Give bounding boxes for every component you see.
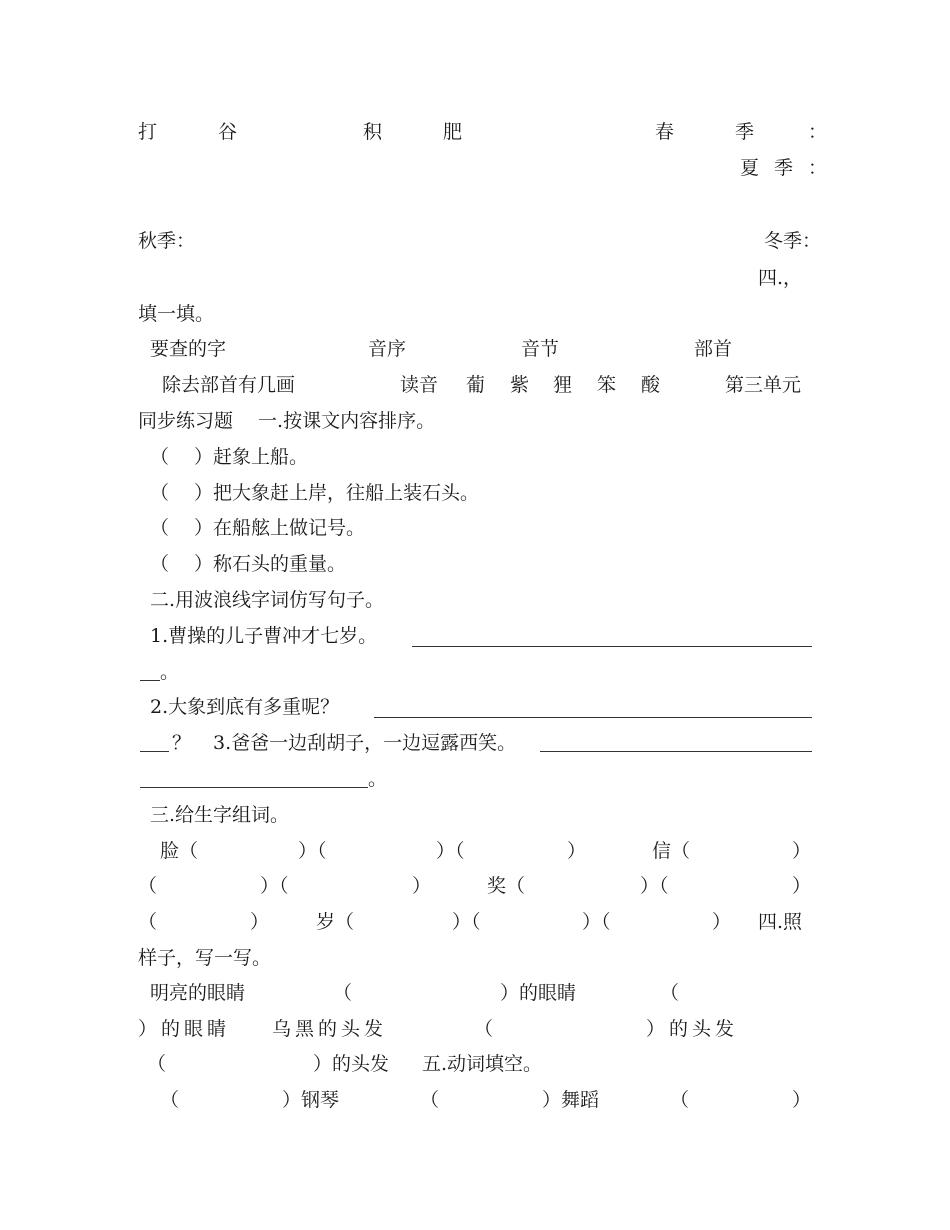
blank-hair-1-close: ）的头发 xyxy=(646,1018,739,1040)
table-header-radical: 部首 xyxy=(694,338,733,360)
char-lian: 脸（ xyxy=(160,840,199,862)
blank-xin-1: ） xyxy=(792,840,812,862)
text-colon-1: ： xyxy=(808,121,828,143)
char-jiang: 奖（ xyxy=(487,875,526,897)
table-header-syllable: 音节 xyxy=(521,338,560,360)
text-da: 打 xyxy=(138,121,158,143)
blank-eyes-1-close: ）的眼睛 xyxy=(500,982,577,1004)
text-section-one: 同步练习题 一.按课文内容排序。 xyxy=(138,410,436,432)
text-fei: 肥 xyxy=(443,121,463,143)
blank-piano-open: （ xyxy=(160,1089,180,1111)
answer-line-2a[interactable] xyxy=(374,717,812,718)
order-item-4: （ ）称石头的重量。 xyxy=(150,553,347,575)
table-header-strokes: 除去部首有几画 xyxy=(162,374,296,396)
blank-xin-2-open: （ xyxy=(138,875,158,897)
answer-line-1b[interactable] xyxy=(140,680,160,681)
period-1: 。 xyxy=(160,661,180,683)
table-header-order: 音序 xyxy=(368,338,407,360)
char-pu: 葡 xyxy=(466,374,486,396)
blank-eyes-2-close: ）的眼睛 xyxy=(138,1018,231,1040)
blank-lian-2: ）（ xyxy=(436,840,465,862)
question-mark: ？ xyxy=(172,732,192,754)
char-ben: 笨 xyxy=(597,374,617,396)
blank-sui-2: ）（ xyxy=(582,911,611,933)
text-si-comma: 四.， xyxy=(758,267,803,289)
blank-jiang-3-open: （ xyxy=(138,911,158,933)
blank-jiang-3-close: ） xyxy=(250,911,270,933)
text-winter: 冬季： xyxy=(764,230,822,252)
text-ji: 积 xyxy=(363,121,383,143)
text-ji-season: 季 xyxy=(735,121,755,143)
sentence-1: 1.曹操的儿子曹冲才七岁。 xyxy=(150,625,378,647)
blank-eyes-1-open: （ xyxy=(333,982,353,1004)
table-header-reading: 读音 xyxy=(400,374,439,396)
text-autumn: 秋季： xyxy=(138,230,196,252)
blank-xin-3: ）（ xyxy=(260,875,289,897)
period-3: 。 xyxy=(368,768,388,790)
text-section-two: 二.用波浪线字词仿写句子。 xyxy=(150,589,385,611)
char-sui: 岁（ xyxy=(316,911,355,933)
text-unit-three: 第三单元 xyxy=(725,374,802,396)
text-section-four-a: 四.照 xyxy=(758,911,803,933)
blank-sui-3: ） xyxy=(712,911,732,933)
example-bright-eyes: 明亮的眼睛 xyxy=(150,982,246,1004)
blank-last-close: ） xyxy=(792,1089,812,1111)
blank-jiang-2: ） xyxy=(792,875,812,897)
text-section-three: 三.给生字组词。 xyxy=(150,804,290,826)
char-suan: 酸 xyxy=(641,374,661,396)
blank-xin-3-close: ） xyxy=(412,875,432,897)
example-black-hair: 乌黑的头发 xyxy=(272,1018,388,1040)
text-gu: 谷 xyxy=(218,121,238,143)
blank-hair-1-open: （ xyxy=(474,1018,494,1040)
order-item-2: （ ）把大象赶上岸，往船上装石头。 xyxy=(150,482,480,504)
sentence-2: 2.大象到底有多重呢？ xyxy=(150,696,340,718)
blank-dance-open: （ xyxy=(420,1089,440,1111)
answer-line-3b[interactable] xyxy=(140,787,368,788)
text-section-five: 五.动词填空。 xyxy=(422,1053,543,1075)
blank-hair-2-open: （ xyxy=(147,1053,167,1075)
answer-line-2b[interactable] xyxy=(140,751,169,752)
char-xin: 信（ xyxy=(652,840,691,862)
blank-hair-2-close: ）的头发 xyxy=(313,1053,390,1075)
text-ji-2: 季 xyxy=(774,157,794,179)
table-header-char: 要查的字 xyxy=(150,338,227,360)
blank-jiang-1: ）（ xyxy=(640,875,669,897)
blank-lian-1: ）（ xyxy=(298,840,327,862)
char-zi: 紫 xyxy=(510,374,530,396)
text-chun: 春 xyxy=(655,121,675,143)
text-piano: ）钢琴 xyxy=(282,1089,340,1111)
blank-sui-1: ）（ xyxy=(452,911,481,933)
text-colon-2: ： xyxy=(808,157,828,179)
sentence-3: 3.爸爸一边刮胡子，一边逗露西笑。 xyxy=(213,732,517,754)
answer-line-3a[interactable] xyxy=(540,751,812,752)
order-item-3: （ ）在船舷上做记号。 xyxy=(150,517,366,539)
text-section-four-b: 样子，写一写。 xyxy=(138,947,272,969)
blank-lian-3: ） xyxy=(567,840,587,862)
blank-last-open: （ xyxy=(670,1089,690,1111)
text-xia: 夏 xyxy=(740,157,760,179)
answer-line-1a[interactable] xyxy=(412,646,812,647)
blank-eyes-2-open: （ xyxy=(660,982,680,1004)
text-fill-in: 填一填。 xyxy=(138,303,215,325)
order-item-1: （ ）赶象上船。 xyxy=(150,446,309,468)
char-li: 狸 xyxy=(553,374,573,396)
text-dance: ）舞蹈 xyxy=(542,1089,600,1111)
